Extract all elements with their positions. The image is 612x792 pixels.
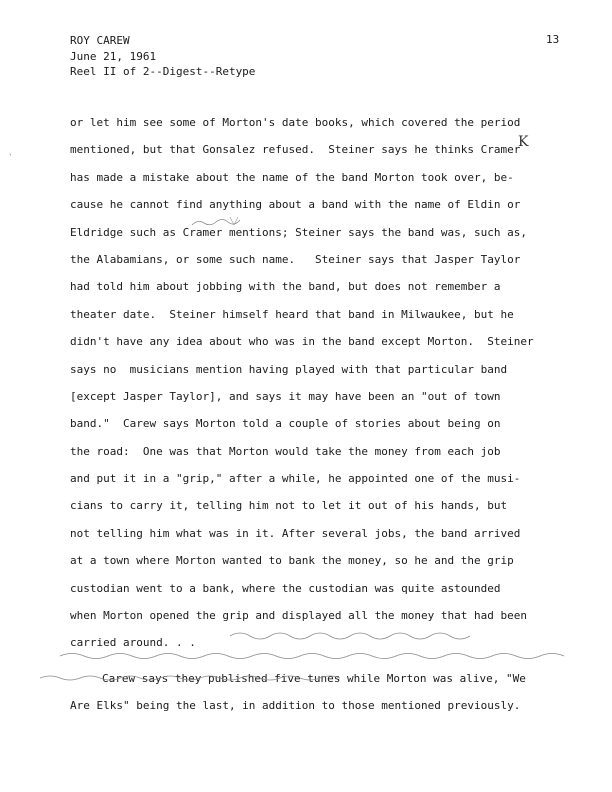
text-line: band." Carew says Morton told a couple of stories about being on xyxy=(70,417,501,431)
text-line: didn't have any idea about who was in the band except Morton. Steiner xyxy=(70,335,534,349)
text-line: theater date. Steiner himself heard that band in Milwaukee, but he xyxy=(70,307,514,321)
margin-mark: ` xyxy=(8,154,14,164)
text-line: cians to carry it, telling him not to let it out of his hands, but xyxy=(70,499,508,513)
text-line: custodian went to a bank, where the custodian was quite astounded xyxy=(70,581,501,595)
handwritten-k-mark: K xyxy=(518,134,529,150)
page-number: 13 xyxy=(546,33,560,46)
text-line: or let him see some of Morton's date books, which covered the period xyxy=(70,116,521,129)
text-line: says no musicians mention having played with that particular band xyxy=(70,362,508,376)
text-line: cause he cannot find anything about a band with the name of Eldin or xyxy=(70,198,521,212)
handwritten-insertion xyxy=(190,216,250,228)
text-line: the road: One was that Morton would take the money from each job xyxy=(70,444,501,458)
text-line: the Alabamians, or some such name. Steiner says that Jasper Taylor xyxy=(70,252,521,266)
handwritten-scribble xyxy=(40,624,580,694)
text-line: had told him about jobbing with the band, but does not remember a xyxy=(70,280,501,294)
text-line: when Morton opened the grip and displayed all the money that had been xyxy=(70,609,527,623)
header-name: ROY CAREW xyxy=(70,34,130,47)
text-line: mentioned, but that Gonsalez refused. Steiner says he thinks Cramer xyxy=(70,143,521,157)
text-line: Carew says they published five tunes while Morton was alive, "We xyxy=(102,671,526,685)
text-line: Are Elks" being the last, in addition to those mentioned previously. xyxy=(70,699,521,713)
header-date: June 21, 1961 xyxy=(70,49,157,63)
document-header xyxy=(70,33,255,80)
text-line: at a town where Morton wanted to bank the money, so he and the grip xyxy=(70,554,514,568)
header-reel: Reel II of 2--Digest--Retype xyxy=(70,65,256,78)
text-line: [except Jasper Taylor], and says it may have been an "out of town xyxy=(70,389,501,403)
text-line: Eldridge such as Cramer mentions; Steiner says the band was, such as, xyxy=(70,225,527,239)
text-line: and put it in a "grip," after a while, he appointed one of the musi- xyxy=(70,472,521,486)
text-line: carried around. . . xyxy=(70,636,196,650)
text-line: not telling him what was in it. After several jobs, the band arrived xyxy=(70,526,521,540)
text-line: has made a mistake about the name of the band Morton took over, be- xyxy=(70,170,514,184)
